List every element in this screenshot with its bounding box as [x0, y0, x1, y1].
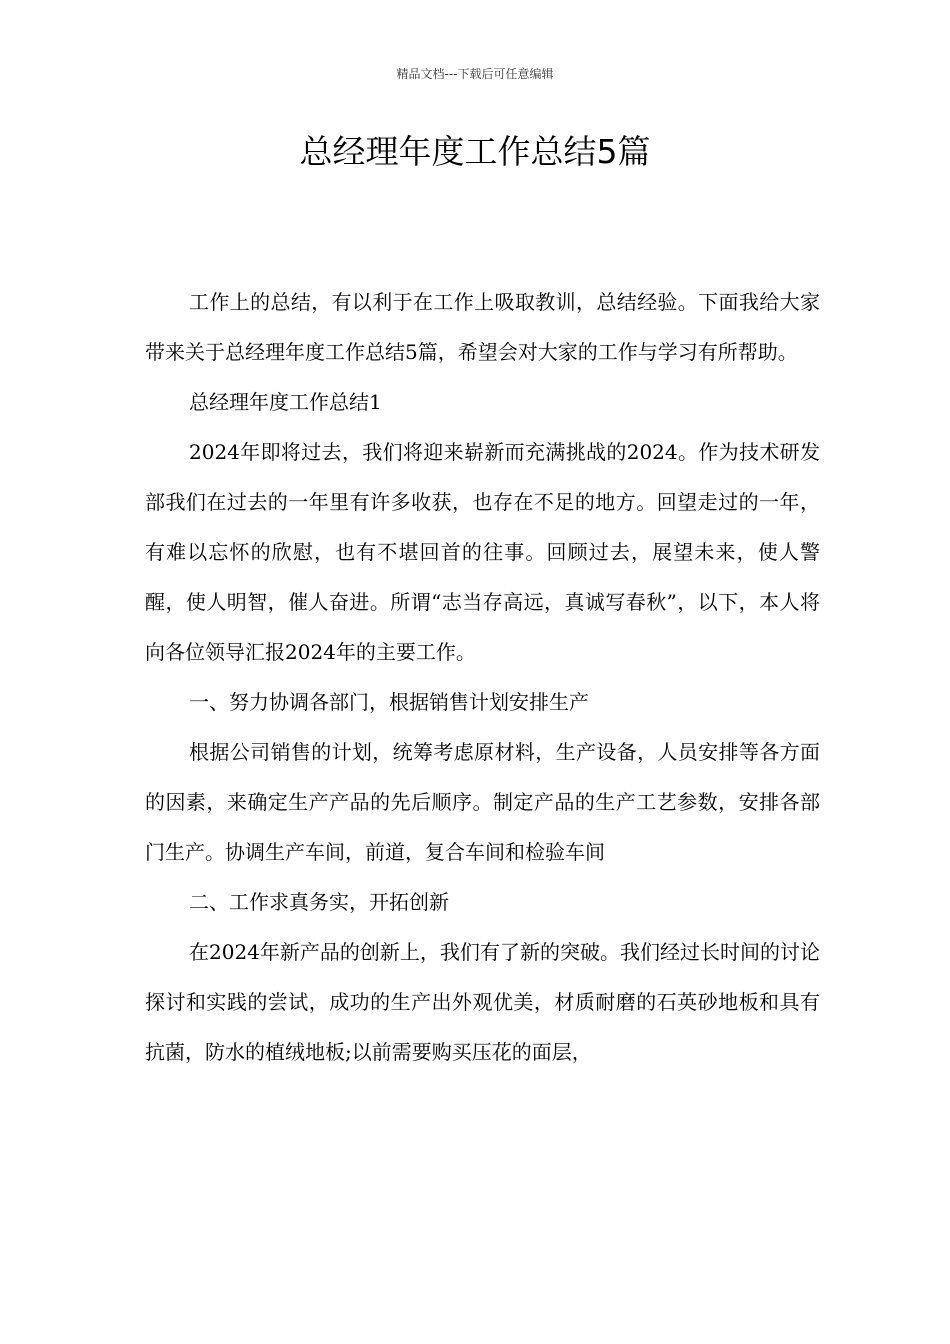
section-heading-1: 总经理年度工作总结1	[189, 390, 382, 414]
document-title: 总经理年度工作总结5篇	[299, 132, 651, 171]
body-paragraph: 在2024年新产品的创新上，我们有了新的突破。我们经过长时间的讨论探讨和实践的尝试，成功的生产出外观优美，材质耐磨的石英砂地板和具有抗菌，防水的植绒地板;以前需要购买压花的面层，	[145, 940, 820, 1064]
document-body	[145, 277, 820, 1077]
body-paragraph: 根据公司销售的计划，统筹考虑原材料，生产设备，人员安排等各方面的因素，来确定生产产品的先后顺序。制定产品的生产工艺参数，安排各部门生产。协调生产车间，前道，复合车间和检验车间	[145, 740, 820, 864]
header-note: 精品文档---下载后可任意编辑	[396, 67, 554, 81]
subsection-heading-1: 一、努力协调各部门，根据销售计划安排生产	[189, 690, 589, 714]
intro-paragraph: 工作上的总结，有以利于在工作上吸取教训，总结经验。下面我给大家带来关于总经理年度工作总结5篇，希望会对大家的工作与学习有所帮助。	[145, 290, 820, 364]
subsection-heading-2: 二、工作求真务实，开拓创新	[189, 890, 449, 914]
body-paragraph: 2024年即将过去，我们将迎来崭新而充满挑战的2024。作为技术研发部我们在过去的一年里有许多收获，也存在不足的地方。回望走过的一年，有难以忘怀的欣慰，也有不堪回首的往事。回顾过去，展望未来，使人警醒，使人明智，催人奋进。所谓“志当存高远，真诚写春秋”，以下，本人将向各位领导汇报2024年的主要工作。	[145, 440, 820, 664]
